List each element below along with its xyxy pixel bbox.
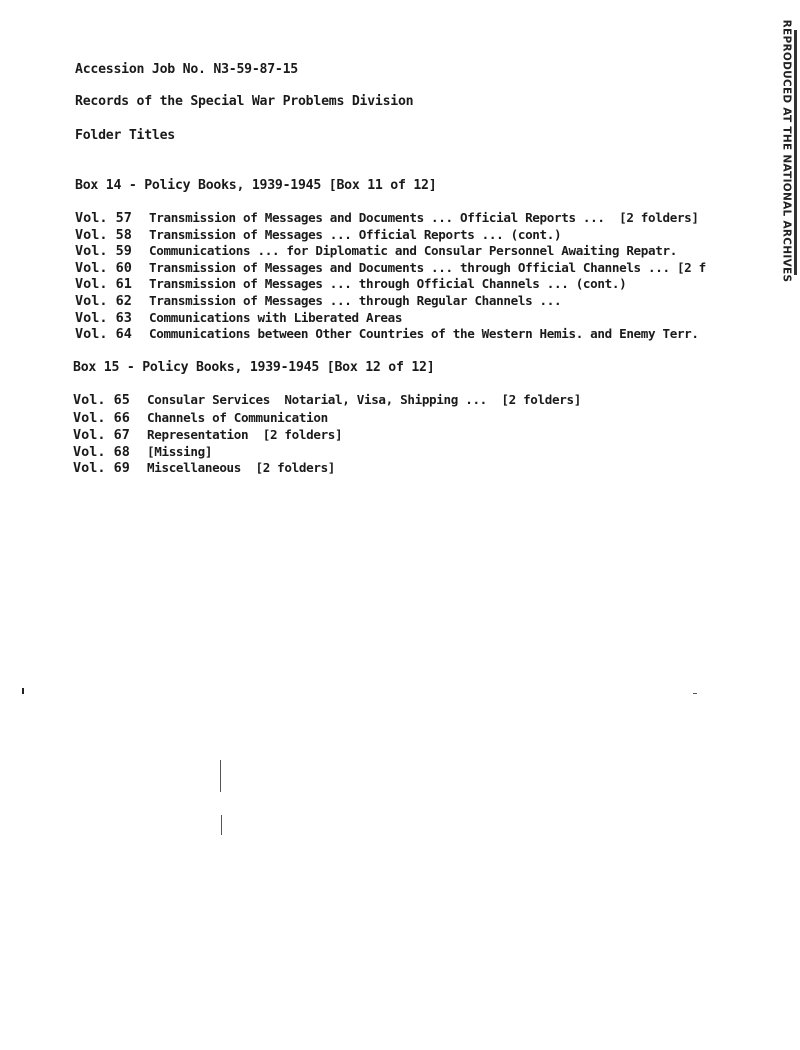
volume-title: Representation [2 folders] bbox=[147, 427, 343, 442]
box-15-heading: Box 15 - Policy Books, 1939-1945 [Box 12 of 12] bbox=[73, 360, 435, 375]
volume-title: Transmission of Messages ... through Regular Channels ... bbox=[149, 293, 562, 308]
volume-title: Consular Services Notarial, Visa, Shipping ... [2 folders] bbox=[147, 392, 581, 407]
volume-title: Transmission of Messages ... Official Reports ... (cont.) bbox=[149, 227, 562, 242]
folder-titles-label: Folder Titles bbox=[75, 128, 175, 143]
volume-number: Vol. 63 bbox=[75, 310, 132, 326]
volume-title: [Missing] bbox=[147, 444, 213, 459]
stamp-border bbox=[794, 30, 797, 275]
accession-job-number: Accession Job No. N3-59-87-15 bbox=[75, 62, 298, 77]
records-title: Records of the Special War Problems Division bbox=[75, 94, 414, 109]
volume-number: Vol. 60 bbox=[75, 260, 132, 276]
volume-number: Vol. 62 bbox=[75, 293, 132, 309]
scan-artifact-dot bbox=[22, 688, 24, 694]
volume-title: Transmission of Messages and Documents ... through Official Channels ... [2 f bbox=[149, 260, 706, 275]
volume-number: Vol. 64 bbox=[75, 326, 132, 342]
volume-title: Transmission of Messages ... through Official Channels ... (cont.) bbox=[149, 276, 627, 291]
volume-title: Channels of Communication bbox=[147, 410, 328, 425]
box-14-heading: Box 14 - Policy Books, 1939-1945 [Box 11 of 12] bbox=[75, 178, 437, 193]
volume-number: Vol. 68 bbox=[73, 444, 130, 460]
volume-title: Communications ... for Diplomatic and Consular Personnel Awaiting Repatr. bbox=[149, 243, 677, 258]
volume-title: Communications with Liberated Areas bbox=[149, 310, 403, 325]
volume-title: Communications between Other Countries of the Western Hemis. and Enemy Terr. bbox=[149, 326, 699, 341]
volume-number: Vol. 69 bbox=[73, 460, 130, 476]
volume-number: Vol. 61 bbox=[75, 276, 132, 292]
volume-title: Miscellaneous [2 folders] bbox=[147, 460, 336, 475]
volume-number: Vol. 58 bbox=[75, 227, 132, 243]
volume-number: Vol. 57 bbox=[75, 210, 132, 226]
scan-artifact-line bbox=[221, 815, 222, 835]
volume-number: Vol. 66 bbox=[73, 410, 130, 426]
volume-number: Vol. 67 bbox=[73, 427, 130, 443]
scan-artifact-line bbox=[220, 760, 221, 792]
volume-title: Transmission of Messages and Documents ... Official Reports ... [2 folders] bbox=[149, 210, 699, 225]
volume-number: Vol. 65 bbox=[73, 392, 130, 408]
archives-stamp-text: REPRODUCED AT THE NATIONAL ARCHIVES bbox=[780, 19, 793, 282]
volume-number: Vol. 59 bbox=[75, 243, 132, 259]
scan-artifact-dot bbox=[693, 693, 697, 694]
